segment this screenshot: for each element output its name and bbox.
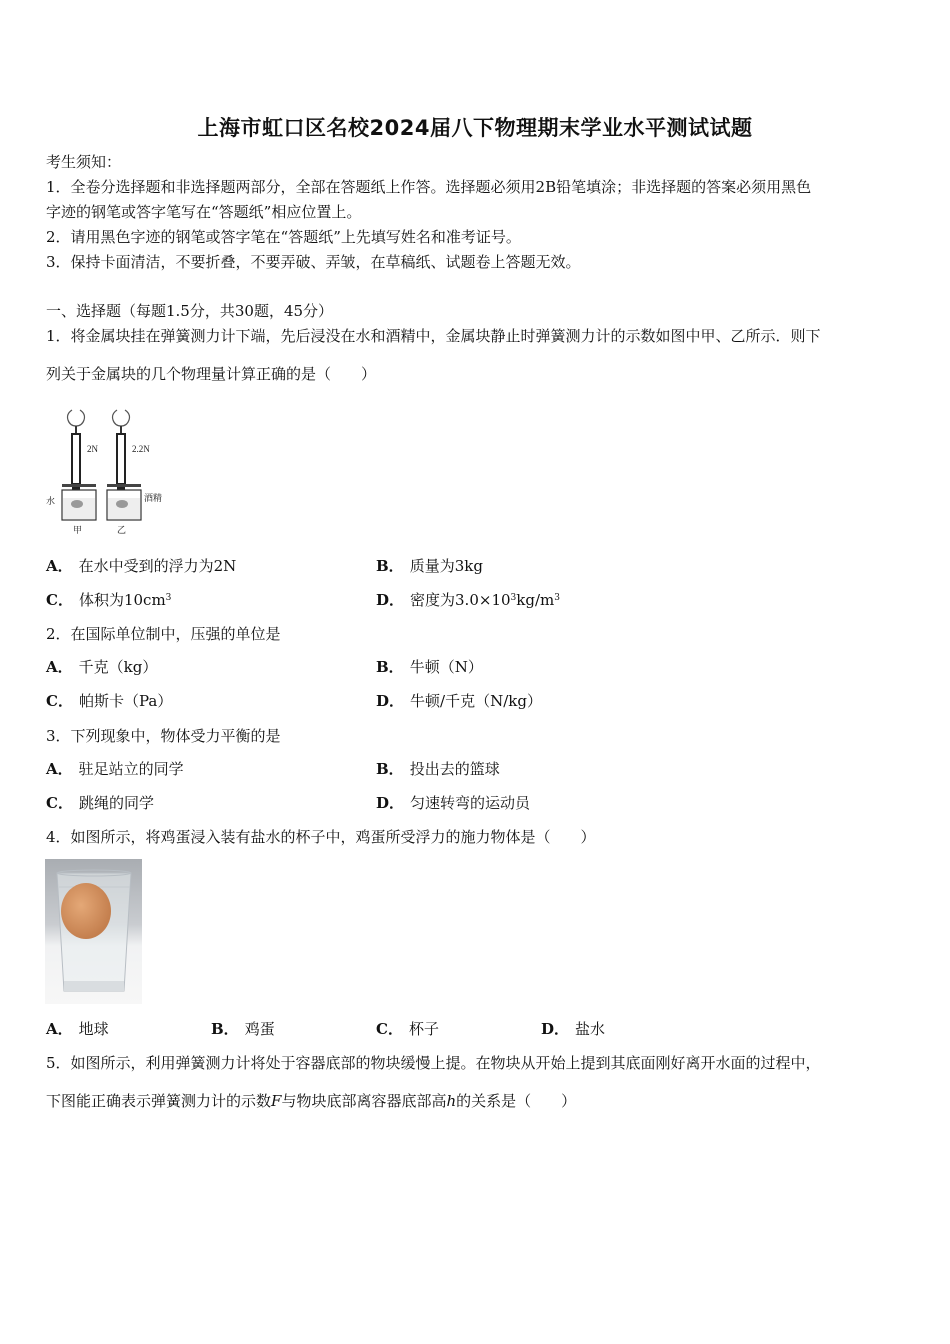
question-5-stem: 下图能正确表示弹簧测力计的示数F与物块底部离容器底部高h的关系是（ ） xyxy=(46,1092,577,1110)
option-a[interactable]: A． 驻足站立的同学 xyxy=(46,760,184,778)
option-c[interactable]: C． 帕斯卡（Pa） xyxy=(46,692,173,710)
option-d[interactable]: D． 盐水 xyxy=(541,1020,606,1038)
notice-item: 字迹的钢笔或答字笔写在“答题纸”相应位置上。 xyxy=(46,203,362,221)
option-a[interactable]: A． 千克（kg） xyxy=(46,658,158,676)
hand-icon xyxy=(68,410,85,426)
option-c[interactable]: C． 杯子 xyxy=(376,1020,439,1038)
spring-scale-figure xyxy=(44,400,174,540)
option-c[interactable]: C． 体积为$10cm^3$ xyxy=(46,591,172,609)
hand-icon xyxy=(113,410,130,426)
option-b[interactable]: B． 鸡蛋 xyxy=(211,1020,275,1038)
svg-text:甲: 甲 xyxy=(73,526,83,536)
svg-text:2.2N: 2.2N xyxy=(132,444,150,454)
question-1-stem: 列关于金属块的几个物理量计算正确的是（ ） xyxy=(46,365,377,383)
option-a[interactable]: A． 在水中受到的浮力为2N xyxy=(46,557,237,575)
option-b[interactable]: B． 质量为3kg xyxy=(376,557,483,575)
section-heading: 一、选择题（每题1.5分，共30题，45分） xyxy=(46,302,334,320)
notice-item: 1．全卷分选择题和非选择题两部分，全部在答题纸上作答。选择题必须用2B铅笔填涂；非选择题的答案必须用黑色 xyxy=(46,178,812,196)
page-title: 上海市虹口区名校2024届八下物理期末学业水平测试试题 xyxy=(197,116,753,140)
option-d[interactable]: D． 匀速转弯的运动员 xyxy=(376,794,531,812)
egg-icon xyxy=(61,883,111,939)
svg-text:2N: 2N xyxy=(87,444,98,454)
option-d[interactable]: D． 牛顿/千克（N/kg） xyxy=(376,692,542,710)
question-2-stem: 2．在国际单位制中，压强的单位是 xyxy=(46,625,281,643)
option-b[interactable]: B． 牛顿（N） xyxy=(376,658,483,676)
question-5-stem: 5．如图所示，利用弹簧测力计将处于容器底部的物块缓慢上提。在物块从开始上提到其底面刚好离开水面的过程中， xyxy=(46,1054,821,1072)
svg-text:乙: 乙 xyxy=(117,526,127,536)
notice-item: 3．保持卡面清洁，不要折叠，不要弄破、弄皱，在草稿纸、试题卷上答题无效。 xyxy=(46,253,581,271)
question-4-stem: 4．如图所示，将鸡蛋浸入装有盐水的杯子中，鸡蛋所受浮力的施力物体是（ ） xyxy=(46,828,596,846)
egg-in-glass-photo xyxy=(45,859,142,1004)
svg-text:酒精: 酒精 xyxy=(144,494,163,504)
notice-item: 2．请用黑色字迹的钢笔或答字笔在“答题纸”上先填写姓名和准考证号。 xyxy=(46,228,521,246)
option-c[interactable]: C． 跳绳的同学 xyxy=(46,794,154,812)
question-1-stem: 1．将金属块挂在弹簧测力计下端，先后浸没在水和酒精中，金属块静止时弹簧测力计的示数如图中甲、乙所示．则下 xyxy=(46,327,821,345)
option-d[interactable]: D． 密度为$3.0\times 10^3kg/m^3$ xyxy=(376,591,560,609)
option-a[interactable]: A． 地球 xyxy=(46,1020,109,1038)
svg-text:水: 水 xyxy=(46,497,56,507)
question-3-stem: 3．下列现象中，物体受力平衡的是 xyxy=(46,727,281,745)
notice-heading: 考生须知： xyxy=(46,153,122,171)
option-b[interactable]: B． 投出去的篮球 xyxy=(376,760,500,778)
